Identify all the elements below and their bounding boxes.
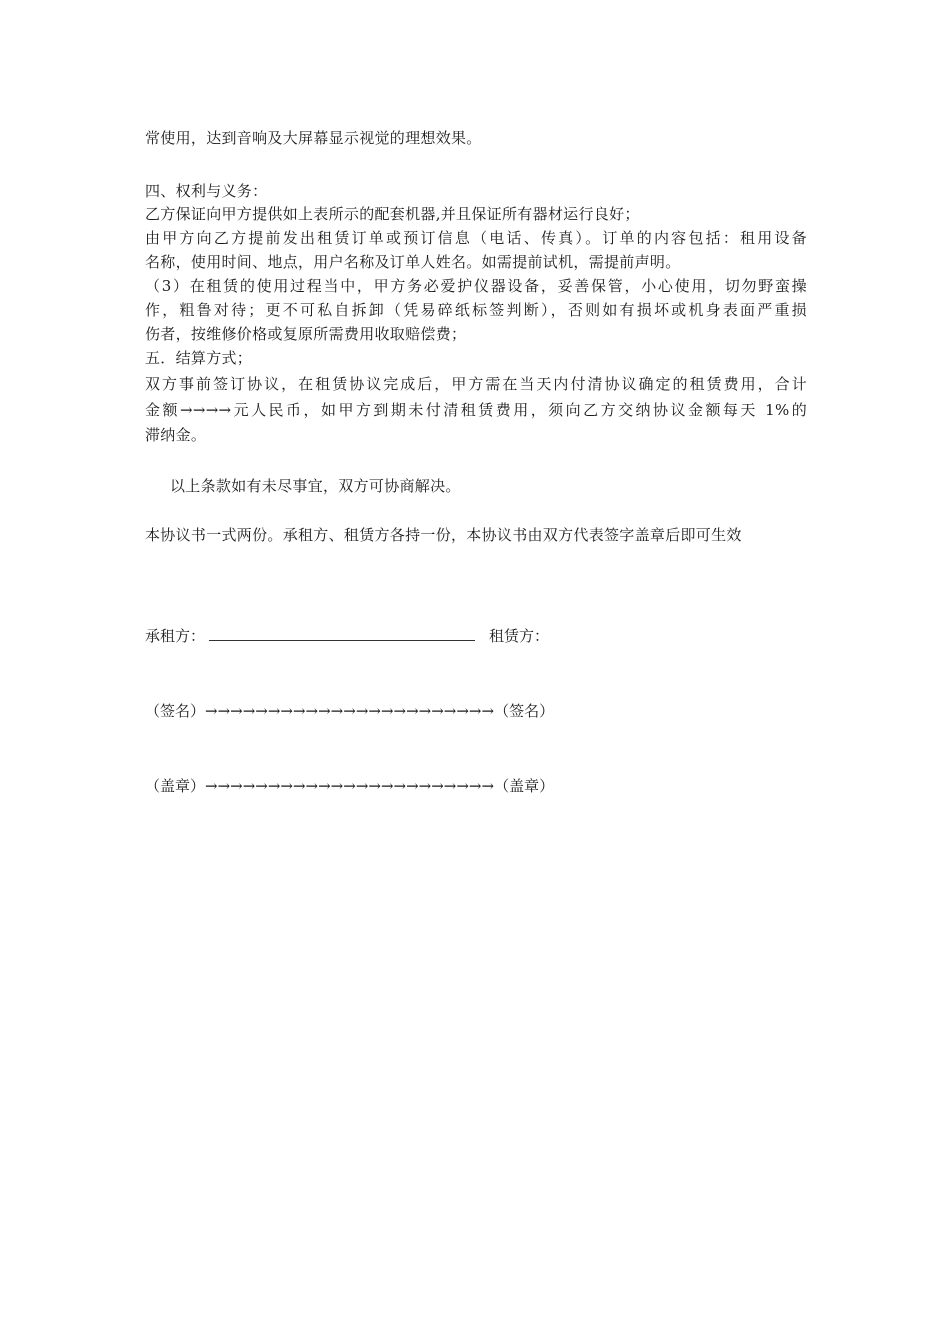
paragraph-line: 由甲方向乙方提前发出租赁订单或预订信息（电话、传真）。订单的内容包括：租用设备 xyxy=(145,229,807,247)
closing-statement: 以上条款如有未尽事宜，双方可协商解决。 xyxy=(170,477,461,495)
paragraph-line: 双方事前签订协议，在租赁协议完成后，甲方需在当天内付清协议确定的租赁费用，合计 xyxy=(145,375,807,393)
paragraph-line: 常使用，达到音响及大屏幕显示视觉的理想效果。 xyxy=(145,129,482,147)
section-heading-settlement: 五．结算方式； xyxy=(145,349,253,367)
paragraph-line: 乙方保证向甲方提供如上表所示的配套机器,并且保证所有器材运行良好； xyxy=(145,205,640,223)
paragraph-line: （3）在租赁的使用过程当中，甲方务必爱护仪器设备，妥善保管，小心使用，切勿野蛮操 xyxy=(145,277,807,295)
paragraph-line: 金额→→→→元人民币，如甲方到期未付清租赁费用，须向乙方交纳协议金额每天 1%的 xyxy=(145,401,807,419)
party-row xyxy=(145,626,549,646)
paragraph-line: 作，粗鲁对待；更不可私自拆卸（凭易碎纸标签判断），否则如有损坏或机身表面严重损 xyxy=(145,301,807,319)
paragraph-line: 伤者，按维修价格或复原所需费用收取赔偿费； xyxy=(145,325,467,343)
section-heading-rights: 四、权利与义务： xyxy=(145,182,268,200)
signature-row: （签名）→→→→→→→→→→→→→→→→→→→→→→→（签名） xyxy=(145,702,555,720)
lessor-label: 租赁方： xyxy=(489,627,550,645)
paragraph-line: 滞纳金。 xyxy=(145,426,207,444)
seal-row: （盖章）→→→→→→→→→→→→→→→→→→→→→→→（盖章） xyxy=(145,777,555,795)
lessee-label: 承租方： xyxy=(145,627,206,645)
validity-statement: 本协议书一式两份。承租方、租赁方各持一份，本协议书由双方代表签字盖章后即可生效 xyxy=(145,526,742,544)
lessee-blank-line xyxy=(209,626,475,641)
paragraph-line: 名称，使用时间、地点，用户名称及订单人姓名。如需提前试机，需提前声明。 xyxy=(145,253,681,271)
